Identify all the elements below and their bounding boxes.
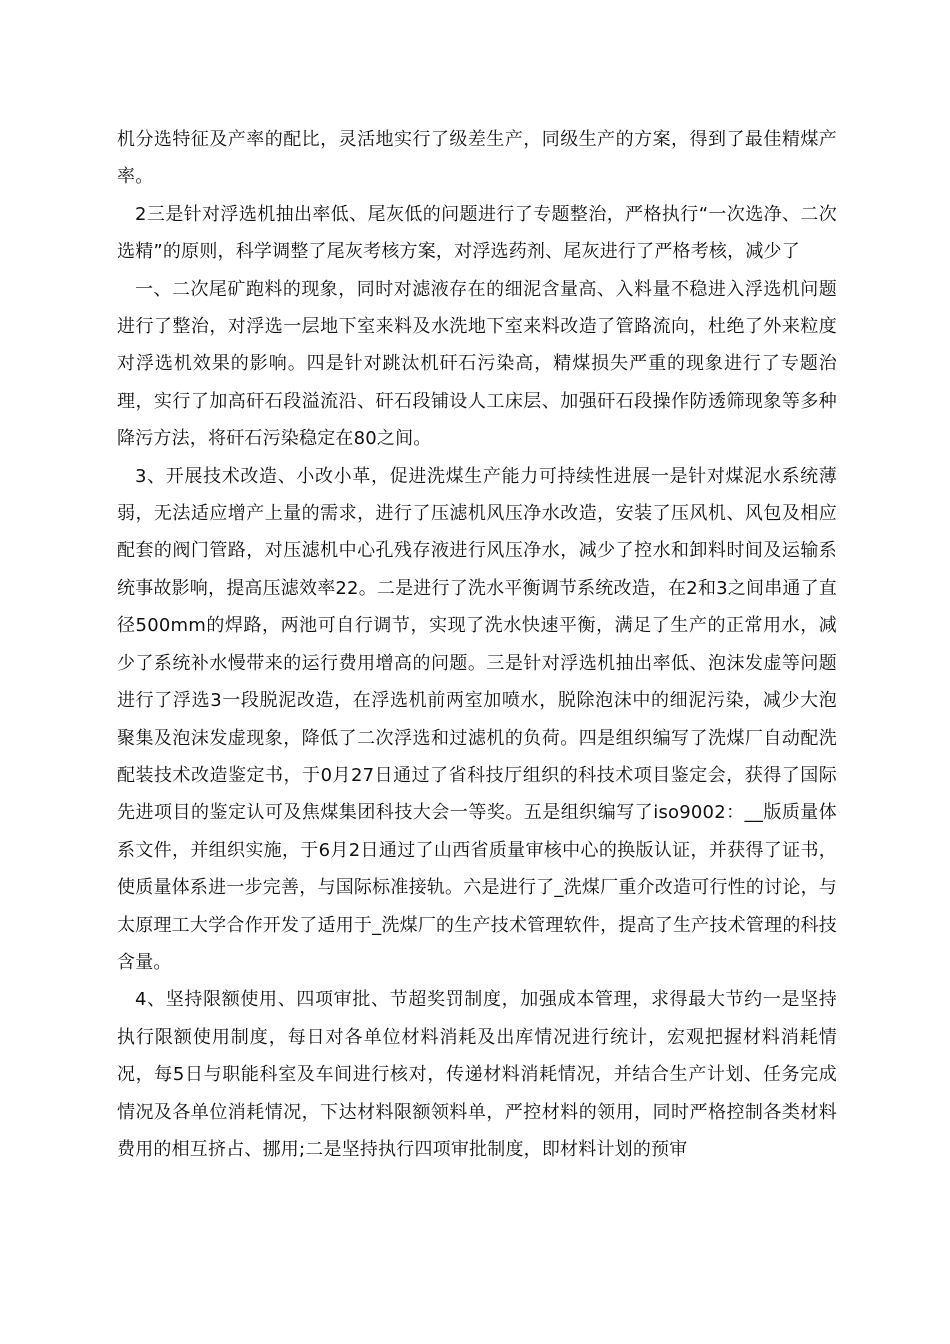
paragraph-4: 3、开展技术改造、小改小革，促进洗煤生产能力可持续性进展一是针对煤泥水系统薄弱，无法适应增产上量的需求，进行了压滤机风压净水改造，安装了压风机、风包及相应配套的阀门管路，对压滤机中心孔残存液进行风压净水，减少了控水和卸料时间及运输系统事故影响，提高压滤效率22。二是进行了洗水平衡调节系统改造，在2和3之间串通了直径500mm的焊路，两池可自行调节，实现了洗水快速平衡，满足了生产的正常用水，减少了系统补水慢带来的运行费用增高的问题。三是针对浮选机抽出率低、泡沫发虚等问题进行了浮选3一段脱泥改造，在浮选机前两室加喷水，脱除泡沫中的细泥污染，减少大泡聚集及泡沫发虚现象，降低了二次浮选和过滤机的负荷。四是组织编写了洗煤厂自动配洗配装技术改造鉴定书，于0月27日通过了省科技厅组织的科技术项目鉴定会，获得了国际先进项目的鉴定认可及焦煤集团科技大会一等奖。五是组织编写了iso9002：__版质量体系文件，并组织实施，于6月2日通过了山西省质量审核中心的换版认证，并获得了证书，使质量体系进一步完善，与国际标准接轨。六是进行了_洗煤厂重介改造可行性的讨论，与太原理工大学合作开发了适用于_洗煤厂的生产技术管理软件，提高了生产技术管理的科技含量。 bbox=[117, 465, 838, 973]
paragraph-3: 一、二次尾矿跑料的现象，同时对滤液存在的细泥含量高、入料量不稳进入浮选机问题进行了整治，对浮选一层地下室来料及水洗地下室来料改造了管路流向，杜绝了外来粒度对浮选机效果的影响。四是针对跳汰机矸石污染高，精煤损失严重的现象进行了专题治理，实行了加高矸石段溢流沿、矸石段铺设人工床层、加强矸石段操作防透筛现象等多种降污方法，将矸石污染稳定在80之间。 bbox=[117, 278, 837, 450]
paragraph-2: 2三是针对浮选机抽出率低、尾灰低的问题进行了专题整治，严格执行“一次选净、二次选精”的原则，科学调整了尾灰考核方案，对浮选药剂、尾灰进行了严格考核，减少了 bbox=[117, 203, 837, 263]
document-body bbox=[117, 121, 837, 1168]
paragraph-1: 机分选特征及产率的配比，灵活地实行了级差生产，同级生产的方案，得到了最佳精煤产率。 bbox=[117, 129, 837, 188]
paragraph-5: 4、坚持限额使用、四项审批、节超奖罚制度，加强成本管理，求得最大节约一是坚持执行限额使用制度，每日对各单位材料消耗及出库情况进行统计，宏观把握材料消耗情况，每5日与职能科室及车间进行核对，传递材料消耗情况，并结合生产计划、任务完成情况及各单位消耗情况，下达材料限额领料单，严控材料的领用，同时严格控制各类材料费用的相互挤占、挪用;二是坚持执行四项审批制度，即材料计划的预审 bbox=[117, 989, 837, 1160]
